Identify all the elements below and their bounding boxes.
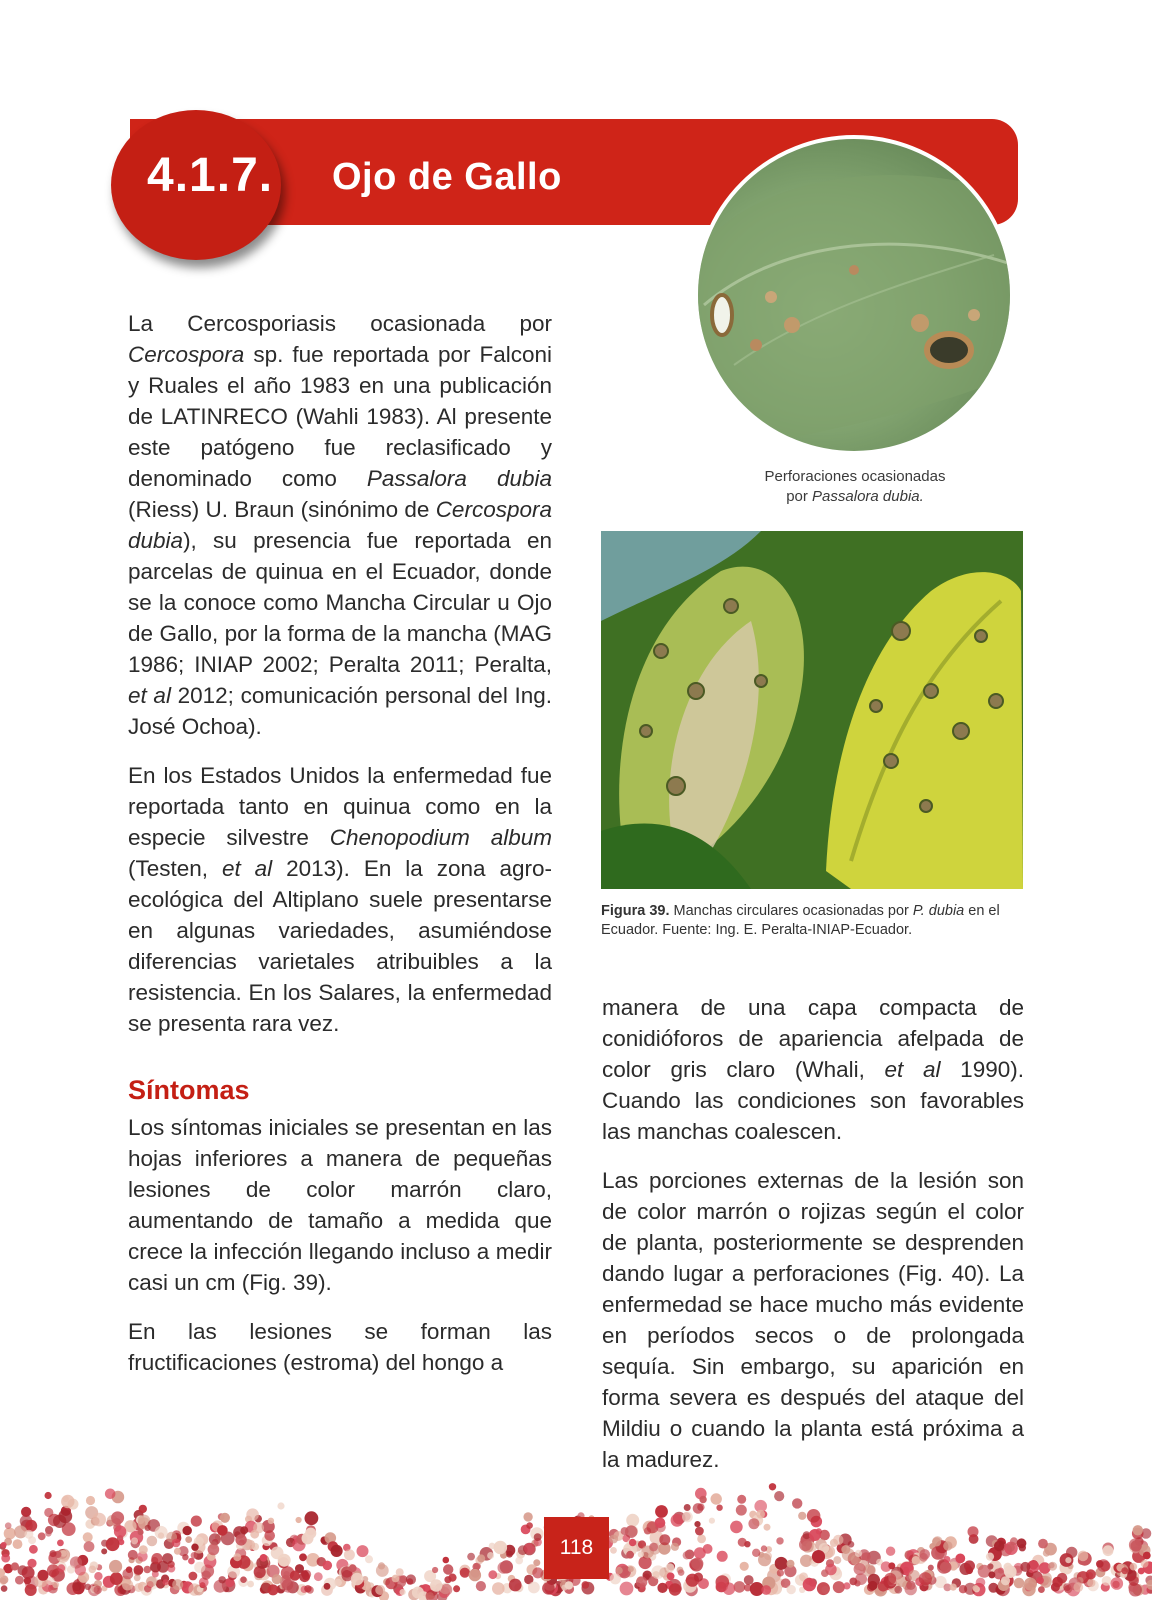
quinoa-seed (821, 1586, 829, 1594)
right-text-column (602, 992, 1024, 1493)
quinoa-seed (886, 1547, 895, 1556)
quinoa-seed (769, 1483, 776, 1490)
figure-39-caption (601, 902, 1001, 940)
quinoa-seed (1078, 1551, 1089, 1562)
quinoa-seed (764, 1524, 771, 1531)
quinoa-seed (986, 1553, 994, 1561)
quinoa-seed (616, 1567, 623, 1574)
quinoa-seed (1096, 1560, 1104, 1568)
quinoa-seed (155, 1526, 168, 1539)
quinoa-seed (183, 1526, 192, 1535)
quinoa-seed (841, 1545, 850, 1554)
quinoa-seed (334, 1579, 342, 1587)
quinoa-seed (943, 1541, 952, 1550)
left-text-column (128, 308, 552, 1396)
quinoa-seed (188, 1558, 195, 1565)
quinoa-seed (25, 1520, 37, 1532)
quinoa-seed (694, 1547, 706, 1559)
quinoa-seed (278, 1554, 291, 1567)
quinoa-seed (691, 1558, 703, 1570)
quinoa-seed (443, 1557, 450, 1564)
quinoa-seed (67, 1565, 75, 1573)
quinoa-seed (1051, 1583, 1060, 1592)
quinoa-seed (775, 1557, 788, 1570)
section-number: 4.1.7. (147, 149, 274, 202)
quinoa-seed (5, 1522, 12, 1529)
quinoa-seed (49, 1570, 57, 1578)
paragraph: manera de una capa compacta de conidióforos de apariencia afelpada de color gris claro (Whali, et al 1990). Cuando las condiciones son favorables las manchas coalescen. (602, 995, 1024, 1144)
quinoa-seed (855, 1550, 862, 1557)
quinoa-seed (331, 1545, 343, 1557)
quinoa-seed (400, 1589, 406, 1595)
quinoa-seed (246, 1508, 259, 1521)
top-photo-caption (700, 467, 1010, 507)
quinoa-seed (526, 1522, 533, 1529)
quinoa-seed (139, 1545, 148, 1554)
quinoa-seed (761, 1545, 767, 1551)
quinoa-seed (621, 1527, 629, 1535)
quinoa-seed (610, 1573, 621, 1584)
quinoa-seed (803, 1578, 816, 1591)
quinoa-seed (1038, 1586, 1045, 1593)
quinoa-seed (469, 1569, 481, 1581)
quinoa-seed (191, 1552, 198, 1559)
quinoa-seed (111, 1511, 124, 1524)
quinoa-seed (565, 1581, 573, 1589)
quinoa-seed (209, 1533, 221, 1545)
quinoa-seed (821, 1569, 829, 1577)
quinoa-seed (994, 1541, 1004, 1551)
quinoa-seed (854, 1563, 866, 1575)
quinoa-seed (1037, 1577, 1044, 1584)
quinoa-seed (296, 1517, 302, 1523)
quinoa-seed (1102, 1576, 1112, 1586)
quinoa-seed (800, 1555, 812, 1567)
quinoa-seed (671, 1543, 679, 1551)
quinoa-seed (139, 1505, 147, 1513)
caption-text: Manchas circulares ocasionadas por (669, 903, 913, 919)
quinoa-seed (72, 1582, 81, 1591)
quinoa-seed (406, 1574, 416, 1584)
quinoa-seed (609, 1535, 618, 1544)
figure-39-photo (601, 531, 1023, 889)
quinoa-seed (1086, 1569, 1096, 1579)
quinoa-seed (636, 1576, 647, 1587)
quinoa-seed (290, 1571, 300, 1581)
quinoa-seed (669, 1583, 681, 1595)
quinoa-seed (15, 1576, 24, 1585)
quinoa-seed (730, 1521, 743, 1534)
quinoa-seed (694, 1573, 703, 1582)
quinoa-seed (1020, 1562, 1030, 1572)
quinoa-seed (655, 1505, 668, 1518)
caption-prefix: por (786, 488, 813, 505)
quinoa-seed (542, 1582, 555, 1595)
quinoa-seed (357, 1545, 369, 1557)
quinoa-seed (717, 1551, 728, 1562)
quinoa-seed (620, 1582, 634, 1596)
quinoa-seed (988, 1571, 995, 1578)
quinoa-seed (57, 1540, 64, 1547)
quinoa-seed (524, 1543, 535, 1554)
quinoa-seed (629, 1539, 636, 1546)
quinoa-seed (716, 1580, 729, 1593)
quinoa-seed (694, 1521, 700, 1527)
quinoa-seed (283, 1571, 289, 1577)
quinoa-seed (323, 1561, 333, 1571)
quinoa-seed (492, 1582, 505, 1595)
quinoa-seed (940, 1562, 952, 1574)
quinoa-seed (1014, 1578, 1025, 1589)
quinoa-seed (1103, 1545, 1114, 1556)
quinoa-seed (392, 1575, 400, 1583)
quinoa-seed (1087, 1579, 1095, 1587)
quinoa-seed (110, 1572, 123, 1585)
page-number: 118 (544, 1517, 609, 1579)
quinoa-seed (1130, 1563, 1138, 1571)
quinoa-seed (1121, 1567, 1128, 1574)
quinoa-seed (1133, 1525, 1143, 1535)
quinoa-seed (106, 1537, 120, 1551)
quinoa-seed (268, 1518, 274, 1524)
quinoa-seed (748, 1518, 759, 1529)
quinoa-seed (45, 1492, 52, 1499)
quinoa-seed (488, 1570, 497, 1579)
quinoa-seed (57, 1564, 65, 1572)
quinoa-seed (912, 1556, 921, 1565)
quinoa-seed (944, 1556, 951, 1563)
quinoa-seed (1073, 1582, 1083, 1592)
quinoa-seed (1138, 1568, 1145, 1575)
quinoa-seed (144, 1566, 152, 1574)
quinoa-seed (1038, 1539, 1048, 1549)
quinoa-seed (736, 1505, 747, 1516)
quinoa-seed (697, 1535, 706, 1544)
caption-text: en el Ecuador. Fuente: Ing. E. Peralta-INIAP-Ecuador. (601, 903, 1000, 938)
quinoa-seed (60, 1550, 67, 1557)
quinoa-seed (105, 1489, 116, 1500)
quinoa-seed (792, 1498, 802, 1508)
quinoa-seed (1017, 1538, 1027, 1548)
quinoa-seed (220, 1513, 230, 1523)
quinoa-seed (711, 1493, 722, 1504)
quinoa-seed (734, 1581, 746, 1593)
quinoa-seed (972, 1585, 978, 1591)
quinoa-seed (626, 1514, 639, 1527)
quinoa-seed (1, 1585, 8, 1592)
quinoa-seed (182, 1554, 188, 1560)
quinoa-seed (758, 1553, 771, 1566)
quinoa-seed (534, 1533, 542, 1541)
quinoa-seed (375, 1585, 385, 1595)
quinoa-seed (24, 1530, 33, 1539)
quinoa-seed (305, 1511, 319, 1525)
quinoa-seed (264, 1530, 275, 1541)
quinoa-seed (138, 1529, 144, 1535)
quinoa-seed (324, 1583, 331, 1590)
quinoa-seed (365, 1555, 373, 1563)
quinoa-seed (787, 1585, 796, 1594)
quinoa-seed (94, 1572, 102, 1580)
quinoa-seed (21, 1507, 31, 1517)
quinoa-seed (709, 1518, 715, 1524)
quinoa-seed (833, 1556, 841, 1564)
paragraph: En los Estados Unidos la enfermedad fue reportada tanto en quinua como en la especie silvestre Chenopodium album (Testen, et al 2013). En la zona agro-ecológica del Altiplano suele presentarse en algunas variedades, asumiéndose diferencias varietales atribuibles a la resistencia. En los Salares, la enfermedad se presenta rara vez. (128, 763, 552, 1036)
quinoa-seed (247, 1581, 254, 1588)
quinoa-seed (282, 1579, 296, 1593)
quinoa-seed (430, 1579, 442, 1591)
quinoa-seed (683, 1551, 691, 1559)
quinoa-seed (351, 1573, 364, 1586)
quinoa-seed (194, 1562, 205, 1573)
quinoa-seed (774, 1491, 784, 1501)
quinoa-seed (208, 1544, 220, 1556)
quinoa-seed (126, 1566, 133, 1573)
figure-label: Figura 39. (601, 903, 670, 919)
quinoa-seed (162, 1553, 173, 1564)
quinoa-seed (191, 1516, 202, 1527)
caption-species: P. dubia (912, 903, 965, 919)
subsection-heading: Síntomas (128, 1075, 250, 1105)
quinoa-seed (250, 1530, 259, 1539)
quinoa-seed (1048, 1562, 1057, 1571)
quinoa-seed (151, 1553, 162, 1564)
quinoa-seed (460, 1568, 470, 1578)
quinoa-seed (1065, 1557, 1071, 1563)
quinoa-seed (53, 1515, 66, 1528)
quinoa-seed (740, 1562, 749, 1571)
quinoa-seed (174, 1548, 181, 1555)
quinoa-seed (919, 1572, 932, 1585)
quinoa-seed (833, 1535, 843, 1545)
quinoa-seed (655, 1518, 666, 1529)
quinoa-seed (761, 1585, 771, 1595)
section-title: Ojo de Gallo (332, 156, 562, 198)
quinoa-seed (610, 1547, 617, 1554)
quinoa-seed (849, 1578, 857, 1586)
quinoa-seed (29, 1545, 38, 1554)
quinoa-seed (777, 1569, 784, 1576)
quinoa-seed (191, 1544, 198, 1551)
quinoa-seed (1131, 1540, 1142, 1551)
top-photo-caption-line1: Perforaciones ocasionadas (764, 468, 946, 485)
quinoa-seed (52, 1581, 59, 1588)
quinoa-seed (799, 1538, 812, 1551)
quinoa-seed (532, 1567, 543, 1578)
quinoa-seed (272, 1574, 282, 1584)
quinoa-seed (145, 1525, 151, 1531)
quinoa-seed (45, 1530, 51, 1536)
quinoa-seed (955, 1554, 965, 1564)
quinoa-seed (1, 1554, 10, 1563)
quinoa-seed (509, 1579, 522, 1592)
quinoa-seed (487, 1552, 494, 1559)
quinoa-seed (1143, 1552, 1151, 1560)
quinoa-seed (101, 1548, 107, 1554)
quinoa-seed (453, 1585, 460, 1592)
quinoa-seed (1057, 1573, 1067, 1583)
quinoa-seed (738, 1538, 747, 1547)
quinoa-seed (349, 1564, 357, 1572)
quinoa-seed (114, 1525, 126, 1537)
quinoa-seed (163, 1579, 169, 1585)
quinoa-seed (905, 1583, 917, 1595)
quinoa-seed (219, 1576, 226, 1583)
quinoa-seed (528, 1582, 540, 1594)
quinoa-seed (305, 1528, 316, 1539)
quinoa-seed (268, 1584, 279, 1595)
quinoa-seed (260, 1554, 268, 1562)
quinoa-seed (240, 1576, 247, 1583)
quinoa-seed (833, 1581, 845, 1593)
quinoa-seed (932, 1537, 941, 1546)
quinoa-seed (582, 1581, 590, 1589)
quinoa-seed (441, 1584, 453, 1596)
quinoa-seed (147, 1536, 158, 1547)
quinoa-seed (189, 1572, 198, 1581)
quinoa-seed (798, 1512, 806, 1520)
quinoa-seed (412, 1587, 424, 1599)
quinoa-seed (752, 1549, 760, 1557)
quinoa-seed (678, 1569, 685, 1576)
quinoa-seed (682, 1512, 693, 1523)
quinoa-seed (84, 1541, 95, 1552)
quinoa-seed (277, 1502, 284, 1509)
paragraph: En las lesiones se forman las fructificaciones (estroma) del hongo a (128, 1319, 552, 1375)
quinoa-seed (376, 1564, 389, 1577)
quinoa-seed (494, 1541, 508, 1555)
quinoa-seed (304, 1585, 311, 1592)
quinoa-seed (862, 1552, 871, 1561)
quinoa-seed (128, 1550, 138, 1560)
quinoa-seed (1129, 1576, 1139, 1586)
quinoa-seed (649, 1543, 658, 1552)
quinoa-seed (25, 1584, 37, 1596)
quinoa-seed (671, 1514, 684, 1527)
quinoa-seed (756, 1510, 765, 1519)
quinoa-seed (92, 1513, 106, 1527)
quinoa-seed (744, 1575, 754, 1585)
quinoa-seed (626, 1551, 634, 1559)
quinoa-seed (1024, 1578, 1037, 1591)
quinoa-seed (109, 1560, 122, 1573)
quinoa-seed (1141, 1560, 1149, 1568)
quinoa-seed (38, 1532, 46, 1540)
quinoa-seed (443, 1564, 453, 1574)
quinoa-seed (50, 1550, 57, 1557)
quinoa-seed (868, 1574, 880, 1586)
quinoa-seed (695, 1527, 704, 1536)
quinoa-seed (968, 1526, 979, 1537)
quinoa-seed (134, 1565, 144, 1575)
quinoa-seed (657, 1583, 667, 1593)
quinoa-seed (638, 1551, 644, 1557)
quinoa-seed (964, 1560, 975, 1571)
leaf-perforations-photo (694, 135, 1014, 455)
quinoa-seed (1111, 1577, 1124, 1590)
quinoa-seed (776, 1537, 783, 1544)
quinoa-seed (185, 1536, 192, 1543)
quinoa-seed (134, 1583, 143, 1592)
quinoa-seed (476, 1581, 486, 1591)
quinoa-seed (13, 1539, 23, 1549)
paragraph: La Cercosporiasis ocasionada por Cercospora sp. fue reportada por Falconi y Ruales el año 1983 en una publicación de LATINRECO (Wahli 1983). Al presente este patógeno fue reclasificado y denominado como Passalora dubia (Riess) U. Braun (sinónimo de Cercospora dubia), su presencia fue reportada en parcelas de quinua en el Ecuador, donde se la conoce como Mancha Circular u Ojo de Gallo, por la forma de la mancha (MAG 1986; INIAP 2002; Peralta 2011; Peralta, et al 2012; comunicación personal del Ing. José Ochoa). (128, 311, 553, 739)
quinoa-seed (666, 1563, 675, 1572)
quinoa-seed (812, 1550, 825, 1563)
quinoa-seed (477, 1554, 485, 1562)
quinoa-seed (301, 1570, 308, 1577)
quinoa-seed (628, 1566, 634, 1572)
quinoa-seed (498, 1562, 510, 1574)
quinoa-seed (38, 1570, 49, 1581)
quinoa-seed (684, 1504, 691, 1511)
quinoa-seed (894, 1586, 902, 1594)
quinoa-seed (843, 1582, 850, 1589)
paragraph: Las porciones externas de la lesión son de color marrón o rojizas según el color de planta, posteriormente se desprenden dando lugar a perforaciones (Fig. 40). La enfermedad se hace mucho más evidente en períodos secos o de prolongada sequía. Sin embargo, su aparición en forma severa es después del ataque del Mildiu o cuando la planta está próxima a la madurez. (602, 1168, 1024, 1472)
quinoa-seed (432, 1567, 438, 1573)
quinoa-seed (448, 1574, 456, 1582)
quinoa-seed (83, 1532, 93, 1542)
quinoa-seed (235, 1534, 246, 1545)
quinoa-seed (950, 1584, 957, 1591)
quinoa-seed (1, 1542, 7, 1548)
quinoa-seed (172, 1539, 181, 1548)
caption-species: Passalora dubia. (812, 488, 924, 505)
quinoa-seed (314, 1572, 323, 1581)
quinoa-seed (809, 1529, 821, 1541)
quinoa-seed (299, 1553, 307, 1561)
quinoa-seed (787, 1560, 795, 1568)
quinoa-seed (146, 1576, 157, 1587)
quinoa-seed (506, 1551, 513, 1558)
quinoa-seed (919, 1549, 930, 1560)
quinoa-seed (344, 1549, 355, 1560)
quinoa-seed (4, 1528, 16, 1540)
quinoa-seed (1004, 1565, 1017, 1578)
quinoa-seed (1001, 1576, 1010, 1585)
top-photo-caption-line2 (700, 487, 1010, 507)
quinoa-seed (523, 1512, 532, 1521)
quinoa-seed (94, 1586, 102, 1594)
quinoa-seed (89, 1566, 97, 1574)
quinoa-seed (131, 1537, 138, 1544)
quinoa-seed (1010, 1537, 1018, 1545)
quinoa-seed (122, 1579, 133, 1590)
quinoa-seed (217, 1525, 228, 1536)
quinoa-seed (651, 1565, 665, 1579)
quinoa-seed (928, 1565, 934, 1571)
paragraph: Los síntomas iniciales se presentan en las hojas inferiores a manera de pequeñas lesiones de color marrón claro, aumentando de tamaño a medida que crece la infección llegando incluso a medir casi un cm (Fig. 39). (128, 1115, 552, 1295)
quinoa-seed (699, 1496, 706, 1503)
quinoa-seed (240, 1526, 248, 1534)
quinoa-seed (233, 1553, 241, 1561)
quinoa-seed (172, 1579, 183, 1590)
quinoa-seed (667, 1572, 675, 1580)
quinoa-seed (86, 1496, 95, 1505)
quinoa-seed (693, 1503, 704, 1514)
quinoa-seed (716, 1505, 722, 1511)
quinoa-seed (61, 1495, 74, 1508)
quinoa-seed (659, 1534, 670, 1545)
quinoa-seed (22, 1566, 35, 1579)
quinoa-seed (807, 1509, 821, 1523)
quinoa-seed (467, 1553, 475, 1561)
quinoa-seed (737, 1495, 746, 1504)
quinoa-seed (11, 1562, 19, 1570)
